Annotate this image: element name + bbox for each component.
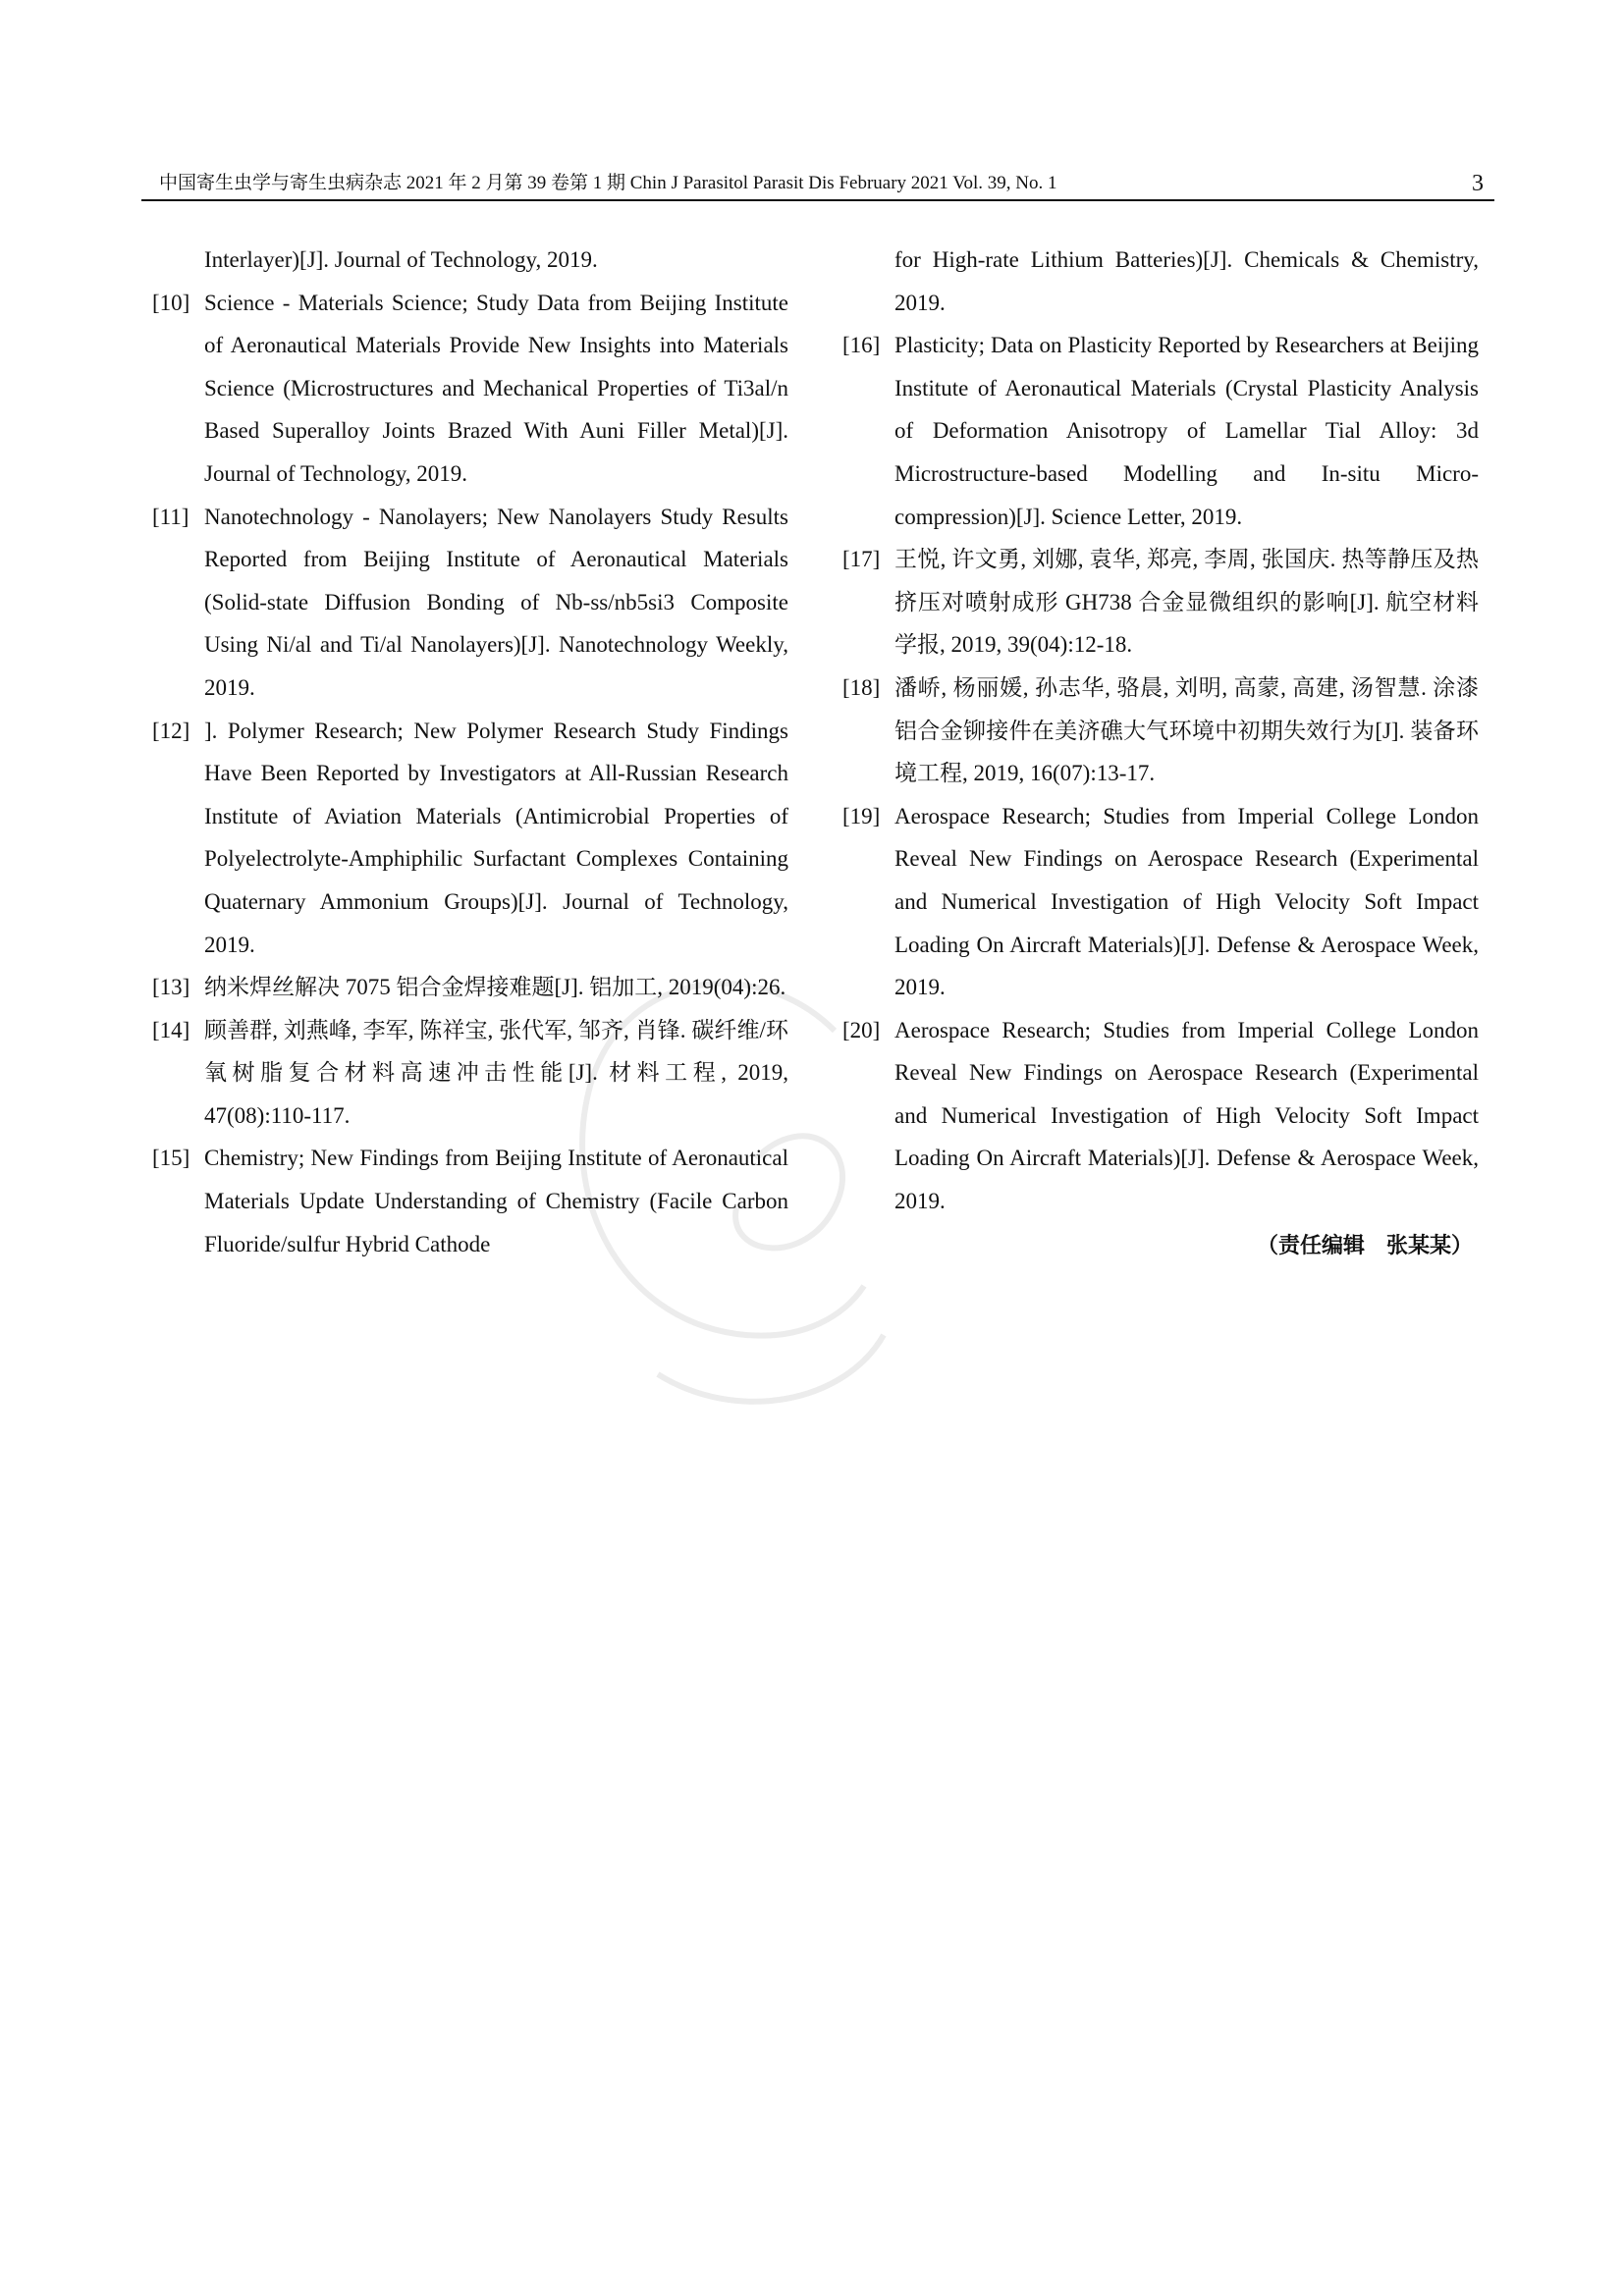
reference-text: Aerospace Research; Studies from Imperial College London Reveal New Findings on Aerospace Research (Experimental and Numerical Investigation of High Velocity Soft Impact Loading On Aircraft Materials)[J]. Defense & Aerospace Week, 2019. bbox=[894, 803, 1479, 1000]
reference-continuation: for High-rate Lithium Batteries)[J]. Chemicals & Chemistry, 2019. bbox=[894, 247, 1479, 315]
reference-text: 顾善群, 刘燕峰, 李军, 陈祥宝, 张代军, 邹齐, 肖锋. 碳纤维/环氧树脂复合材料高速冲击性能[J]. 材料工程, 2019, 47(08):110-117. bbox=[204, 1017, 788, 1128]
reference-number: [14] bbox=[152, 1017, 190, 1042]
left-column bbox=[152, 239, 788, 1265]
reference-number: [17] bbox=[842, 547, 881, 572]
reference-number: [13] bbox=[152, 975, 190, 1000]
reference-number: [19] bbox=[842, 803, 881, 828]
reference-text: 纳米焊丝解决 7075 铝合金焊接难题[J]. 铝加工, 2019(04):26. bbox=[204, 975, 786, 1000]
reference-item bbox=[152, 496, 788, 710]
reference-item bbox=[842, 1009, 1479, 1223]
responsible-editor: （责任编辑 张某某） bbox=[1256, 1233, 1473, 1258]
reference-item bbox=[152, 1137, 788, 1265]
reference-number: [12] bbox=[152, 718, 190, 743]
reference-text: Nanotechnology - Nanolayers; New Nanolayers Study Results Reported from Beijing Institute of Aeronautical Materials (Solid-state Diffusion Bonding of Nb-ss/nb5si3 Composite Using Ni/al and Ti/al Nanolayers)[J]. Nanotechnology Weekly, 2019. bbox=[204, 504, 788, 700]
reference-number: [16] bbox=[842, 333, 881, 358]
right-column bbox=[842, 239, 1479, 1267]
reference-text: Aerospace Research; Studies from Imperial College London Reveal New Findings on Aerospace Research (Experimental and Numerical Investigation of High Velocity Soft Impact Loading On Aircraft Materials)[J]. Defense & Aerospace Week, 2019. bbox=[894, 1017, 1479, 1214]
running-header bbox=[154, 169, 1493, 198]
reference-item bbox=[152, 282, 788, 496]
reference-item bbox=[842, 538, 1479, 667]
reference-item bbox=[152, 710, 788, 967]
page-number: 3 bbox=[1472, 171, 1484, 196]
reference-number: [10] bbox=[152, 290, 190, 315]
reference-item bbox=[842, 795, 1479, 1009]
reference-text: 潘峤, 杨丽媛, 孙志华, 骆晨, 刘明, 高蒙, 高建, 汤智慧. 涂漆铝合金铆接件在美济礁大气环境中初期失效行为[J]. 装备环境工程, 2019, 16(07):13-17. bbox=[894, 674, 1479, 786]
reference-text: Plasticity; Data on Plasticity Reported by Researchers at Beijing Institute of Aeronautical Materials (Crystal Plasticity Analysis of Deformation Anisotropy of Lamellar Tial Alloy: 3d Microstructure-based Modelling and In-situ Micro-compression)[J]. Science Letter, 2019. bbox=[894, 333, 1479, 529]
reference-number: [18] bbox=[842, 674, 881, 700]
reference-item bbox=[152, 966, 788, 1009]
journal-info: 中国寄生虫学与寄生虫病杂志 2021 年 2 月第 39 卷第 1 期 Chin J Parasitol Parasit Dis February 2021 Vol. 39, No. 1 bbox=[159, 173, 1057, 193]
reference-item bbox=[842, 667, 1479, 795]
reference-text: 王悦, 许文勇, 刘娜, 袁华, 郑亮, 李周, 张国庆. 热等静压及热挤压对喷射成形 GH738 合金显微组织的影响[J]. 航空材料学报, 2019, 39(04):12-18. bbox=[894, 547, 1479, 658]
reference-item bbox=[152, 1009, 788, 1138]
reference-text: Chemistry; New Findings from Beijing Institute of Aeronautical Materials Update Understanding of Chemistry (Facile Carbon Fluoride/sulfur Hybrid Cathode bbox=[204, 1146, 788, 1256]
reference-number: [11] bbox=[152, 504, 189, 529]
reference-item bbox=[842, 324, 1479, 538]
reference-continuation: Interlayer)[J]. Journal of Technology, 2019. bbox=[204, 247, 598, 272]
reference-number: [15] bbox=[152, 1146, 190, 1171]
reference-text: ]. Polymer Research; New Polymer Research Study Findings Have Been Reported by Investigators at All-Russian Research Institute of Aviation Materials (Antimicrobial Properties of Polyelectrolyte-Amphiphilic Surfactant Complexes Containing Quaternary Ammonium Groups)[J]. Journal of Technology, 2019. bbox=[204, 718, 788, 957]
reference-text: Science - Materials Science; Study Data from Beijing Institute of Aeronautical Materials Provide New Insights into Materials Science (Microstructures and Mechanical Properties of Ti3al/n Based Superalloy Joints Brazed With Auni Filler Metal)[J]. Journal of Technology, 2019. bbox=[204, 290, 788, 486]
header-divider bbox=[141, 199, 1494, 201]
reference-number: [20] bbox=[842, 1017, 881, 1042]
